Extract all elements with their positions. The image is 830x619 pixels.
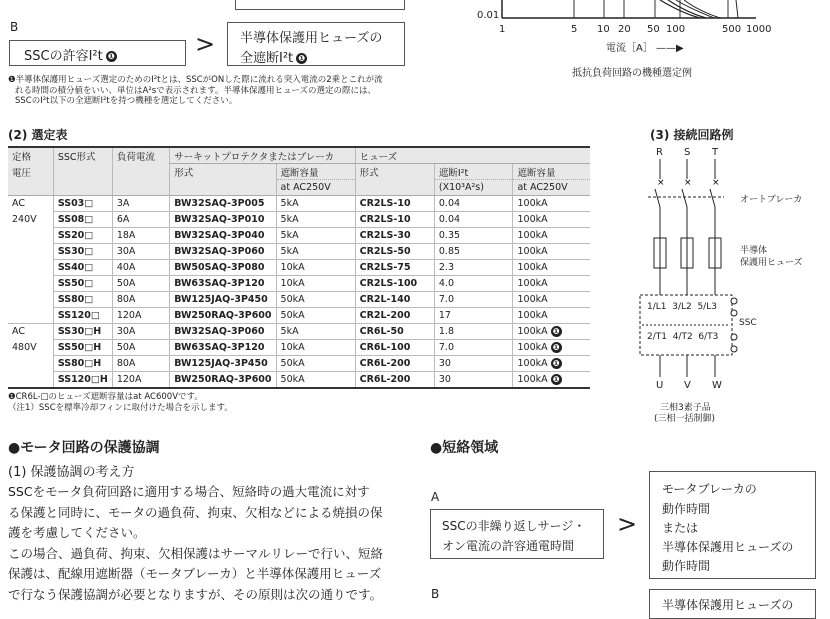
th-fuse-at: at AC250V <box>513 180 590 196</box>
table-row <box>8 308 590 324</box>
breaker-capacity-cell: 5kA <box>276 324 355 340</box>
table-row <box>8 292 590 308</box>
fuse-model-cell: CR6L-100 <box>355 340 434 356</box>
breaker-capacity-cell: 50kA <box>276 372 355 389</box>
breaker-model-cell: BW63SAQ-3P120 <box>170 340 276 356</box>
fuse-i2t-cell: 2.3 <box>434 260 513 276</box>
ssc-i2t-box <box>9 40 186 66</box>
breaker-model-cell: BW250RAQ-3P600 <box>170 372 276 389</box>
th-load-current: 負荷電流 <box>112 147 169 164</box>
voltage-cell: AC <box>12 198 25 210</box>
label-a: A <box>431 490 440 504</box>
chart-curve-4 <box>684 0 720 18</box>
wiring-caption-2: (三相一括制御) <box>654 414 716 424</box>
chart-xtick-6: 100 <box>666 24 686 35</box>
fuse-model-cell: CR2LS-75 <box>355 260 434 276</box>
chart-curve-5 <box>736 0 738 18</box>
breaker-model-cell: BW63SAQ-3P120 <box>170 276 276 292</box>
note-marker-cell: ❶ <box>551 358 562 369</box>
selection-table <box>8 146 590 389</box>
ssc-model-cell: SS30□ <box>53 244 112 260</box>
th-fuse-model: 形式 <box>355 164 434 180</box>
table-header-row-1 <box>8 147 590 164</box>
chart-ytick: 0.01 <box>477 10 500 21</box>
op-line-4: 半導体保護用ヒューズの <box>662 540 794 554</box>
phase-r: R <box>656 147 663 158</box>
ssc-label: SSC <box>739 318 757 328</box>
fuse-i2t-cell: 0.85 <box>434 244 513 260</box>
note-marker-2: ❶ <box>296 53 307 64</box>
load-current-cell: 3A <box>112 196 169 212</box>
svg-text:×: × <box>684 178 692 188</box>
fuse-i2t-cell: 7.0 <box>434 292 513 308</box>
table-row <box>8 276 590 292</box>
surge-box <box>430 509 604 559</box>
voltage-cell <box>8 308 53 324</box>
fuse-capacity-cell: 100kA <box>517 246 548 257</box>
load-current-cell: 6A <box>112 212 169 228</box>
load-current-cell: 30A <box>112 244 169 260</box>
fuse-model-cell: CR2LS-30 <box>355 228 434 244</box>
label-b-bottom: B <box>431 587 440 601</box>
label-b-top: B <box>10 20 19 34</box>
table-row <box>8 356 590 372</box>
table-row <box>8 372 590 389</box>
breaker-model-cell: BW250RAQ-3P600 <box>170 308 276 324</box>
ssc-model-cell: SS120□ <box>53 308 112 324</box>
fuse-model-cell: CR2L-140 <box>355 292 434 308</box>
fuse-partial-line: 半導体保護用ヒューズの <box>662 598 794 612</box>
load-current-cell: 30A <box>112 324 169 340</box>
th-ssc-model: SSC形式 <box>53 147 112 164</box>
footnote-1: ❶CR6L-□のヒューズ遮断容量はat AC600Vです。 <box>8 392 203 402</box>
fuse-model-cell: CR2LS-50 <box>355 244 434 260</box>
fuse-i2t-cell: 0.35 <box>434 228 513 244</box>
fuse-capacity-cell: 100kA <box>517 278 548 289</box>
ssc-model-cell: SS03□ <box>53 196 112 212</box>
phase-t: T <box>712 147 719 158</box>
op-line-3: または <box>662 521 699 535</box>
breaker-model-cell: BW32SAQ-3P040 <box>170 228 276 244</box>
top-partial-box <box>235 0 405 10</box>
ssc-model-cell: SS120□H <box>53 372 112 389</box>
ssc-model-cell: SS50□ <box>53 276 112 292</box>
ssc-i2t-text: SSCの許容I²t <box>24 49 103 64</box>
table-footnotes <box>8 392 233 413</box>
note-marker-1: ❶ <box>106 51 117 62</box>
fuse-i2t-cell: 1.8 <box>434 324 513 340</box>
breaker-model-cell: BW125JAQ-3P450 <box>170 292 276 308</box>
fuse-model-cell: CR2LS-10 <box>355 212 434 228</box>
table-row <box>8 324 590 340</box>
selection-heading: (2) 選定表 <box>8 128 68 142</box>
op-line-5: 動作時間 <box>662 559 711 573</box>
th-breaker: サーキットプロテクタまたはブレーカ <box>170 147 355 164</box>
load-current-cell: 120A <box>112 308 169 324</box>
fuse-capacity-cell: 100kA <box>517 198 548 209</box>
load-current-cell: 120A <box>112 372 169 389</box>
chart-xtick-1: 1 <box>499 24 506 35</box>
breaker-label: オートブレーカ <box>740 195 803 205</box>
load-current-cell: 50A <box>112 340 169 356</box>
fuse-i2t-box <box>227 22 405 66</box>
breaker-capacity-cell: 5kA <box>276 244 355 260</box>
note-marker-cell: ❶ <box>551 342 562 353</box>
motor-line-2: る保護と同時に、モータの過負荷、拘束、欠相などによる焼損の保 <box>8 504 383 520</box>
ssc-model-cell: SS80□ <box>53 292 112 308</box>
breaker-model-cell: BW125JAQ-3P450 <box>170 356 276 372</box>
voltage-cell <box>8 292 53 308</box>
voltage-cell: AC <box>12 326 25 338</box>
fuse-capacity-cell: 100kA <box>517 214 548 225</box>
op-line-2: 動作時間 <box>662 502 711 516</box>
motor-body <box>8 482 383 606</box>
voltage-cell <box>8 260 53 276</box>
i2t-note-line3: SSCのI²t以下の全遮断I²tを持つ機種を選定してください。 <box>15 96 238 106</box>
th-breaker-model: 形式 <box>170 164 276 180</box>
svg-text:×: × <box>712 178 720 188</box>
surge-line-2: オン電流の許容通電時間 <box>442 539 575 553</box>
table-row <box>8 212 590 228</box>
chart-xtick-4: 20 <box>618 24 631 35</box>
fuse-i2t-cell: 7.0 <box>434 340 513 356</box>
out-v: V <box>684 380 691 391</box>
voltage-cell <box>8 244 53 260</box>
arrow-right-icon: ——▶ <box>656 43 684 54</box>
ssc-model-cell: SS40□ <box>53 260 112 276</box>
chart-xtick-2: 5 <box>571 24 578 35</box>
greater-than-symbol-2: > <box>617 510 638 538</box>
motor-line-6: で行なう保護協調が必要となりますが、その原則は次の通りです。 <box>8 586 383 602</box>
fuse-model-cell: CR2LS-10 <box>355 196 434 212</box>
operation-time-box <box>649 471 816 579</box>
phase-s: S <box>684 147 691 158</box>
i2t-note-line1: ❶半導体保護用ヒューズ選定のためのI²tとは、SSCがONした際に流れる突入電流の2乗とこれが流 <box>8 75 383 85</box>
svg-text:×: × <box>657 178 665 188</box>
th-fuse-i2t: 遮断I²t <box>434 164 513 180</box>
wiring-heading: (3) 接続回路例 <box>650 128 734 142</box>
fuse-capacity-cell: 100kA <box>517 374 548 385</box>
motor-line-1: SSCをモータ負荷回路に適用する場合、短絡時の過大電流に対す <box>8 484 370 499</box>
footnote-2: （注1）SSCを標準冷却フィンに取付けた場合を示します。 <box>8 402 233 413</box>
motor-subheading: (1) 保護協調の考え方 <box>8 465 135 480</box>
voltage-cell <box>8 372 53 389</box>
fuse-capacity-cell: 100kA <box>517 230 548 241</box>
greater-than-symbol: > <box>195 30 216 58</box>
ssc-in-terminals: 1/L1 3/L2 5/L3 <box>647 302 717 312</box>
op-line-1: モータブレーカの <box>662 482 757 496</box>
load-current-cell: 80A <box>112 292 169 308</box>
th-i2t-unit: (X10³A²s) <box>434 180 513 196</box>
breaker-model-cell: BW32SAQ-3P060 <box>170 324 276 340</box>
out-u: U <box>656 380 664 391</box>
th-rated-voltage: 定格 <box>8 147 53 164</box>
motor-heading: ●モータ回路の保護協調 <box>8 440 160 456</box>
breaker-capacity-cell: 50kA <box>276 356 355 372</box>
ssc-model-cell: SS50□H <box>53 340 112 356</box>
fuse-i2t-cell: 30 <box>434 356 513 372</box>
chart-xtick-7: 500 <box>722 24 742 35</box>
breaker-capacity-cell: 10kA <box>276 340 355 356</box>
load-current-cell: 18A <box>112 228 169 244</box>
breaker-capacity-cell: 10kA <box>276 276 355 292</box>
load-current-cell: 40A <box>112 260 169 276</box>
i2t-note-line2: れる時間の積分値をいい、単位はA²sで表示されます。半導体保護用ヒューズの選定の際には、 <box>15 85 377 96</box>
breaker-capacity-cell: 50kA <box>276 308 355 324</box>
out-w: W <box>712 380 722 391</box>
breaker-capacity-cell: 5kA <box>276 212 355 228</box>
table-header-row-3 <box>8 180 590 196</box>
fuse-i2t-line1: 半導体保護用ヒューズの <box>240 31 383 46</box>
short-circuit-heading: ●短絡領域 <box>430 440 499 456</box>
fuse-capacity-cell: 100kA <box>517 342 548 353</box>
fuse-i2t-cell: 0.04 <box>434 196 513 212</box>
fuse-capacity-cell: 100kA <box>517 310 548 321</box>
fuse-model-cell: CR2LS-100 <box>355 276 434 292</box>
breaker-model-cell: BW50SAQ-3P080 <box>170 260 276 276</box>
fuse-i2t-cell: 17 <box>434 308 513 324</box>
breaker-capacity-cell: 50kA <box>276 292 355 308</box>
breaker-capacity-cell: 5kA <box>276 196 355 212</box>
fuse-capacity-cell: 100kA <box>517 358 548 369</box>
load-current-cell: 50A <box>112 276 169 292</box>
table-row <box>8 260 590 276</box>
breaker-capacity-cell: 5kA <box>276 228 355 244</box>
fuse-model-cell: CR6L-200 <box>355 356 434 372</box>
motor-line-3: 護を考慮してください。 <box>8 525 146 541</box>
chart-caption: 抵抗負荷回路の機種選定例 <box>572 68 692 79</box>
fuse-capacity-cell: 100kA <box>517 262 548 273</box>
ssc-model-cell: SS20□ <box>53 228 112 244</box>
table-row <box>8 228 590 244</box>
table-row <box>8 196 590 212</box>
chart-xtick-8: 1000 <box>746 24 772 35</box>
fuse-label-2: 保護用ヒューズ <box>740 258 803 268</box>
ssc-model-cell: SS30□H <box>53 324 112 340</box>
surge-line-1: SSCの非繰り返しサージ・ <box>442 519 586 533</box>
breaker-model-cell: BW32SAQ-3P060 <box>170 244 276 260</box>
fuse-partial-box <box>649 589 816 619</box>
table-header-row-2 <box>8 164 590 180</box>
fuse-i2t-cell: 4.0 <box>434 276 513 292</box>
i2t-note <box>8 75 408 107</box>
table-row <box>8 340 590 356</box>
chart-xtick-3: 10 <box>597 24 610 35</box>
breaker-model-cell: BW32SAQ-3P005 <box>170 196 276 212</box>
ssc-model-cell: SS80□H <box>53 356 112 372</box>
note-marker-cell: ❶ <box>551 374 562 385</box>
fuse-label-1: 半導体 <box>740 246 768 256</box>
fuse-i2t-cell: 30 <box>434 372 513 389</box>
fuse-model-cell: CR6L-50 <box>355 324 434 340</box>
load-current-cell: 80A <box>112 356 169 372</box>
fuse-model-cell: CR6L-200 <box>355 372 434 389</box>
th-breaker-at: at AC250V <box>276 180 355 196</box>
voltage-cell <box>8 276 53 292</box>
ssc-model-cell: SS08□ <box>53 212 112 228</box>
voltage-cell <box>8 228 53 244</box>
chart-xlabel: 電流［A］ <box>606 43 653 54</box>
chart-xtick-5: 50 <box>647 24 660 35</box>
breaker-model-cell: BW32SAQ-3P010 <box>170 212 276 228</box>
voltage-cell: 480V <box>12 342 37 353</box>
ssc-out-terminals: 2/T1 4/T2 6/T3 <box>647 332 719 342</box>
fuse-capacity-cell: 100kA <box>517 326 548 337</box>
th-rated-voltage-2: 電圧 <box>8 164 53 180</box>
motor-line-5: 保護は、配線用遮断器（モータブレーカ）と半導体保護用ヒューズ <box>8 566 382 582</box>
fuse-model-cell: CR2L-200 <box>355 308 434 324</box>
fuse-capacity-cell: 100kA <box>517 294 548 305</box>
note-marker-cell: ❶ <box>551 326 562 337</box>
motor-line-4: この場合、過負荷、拘束、欠相保護はサーマルリレーで行い、短絡 <box>8 545 384 561</box>
table-row <box>8 244 590 260</box>
fuse-i2t-cell: 0.04 <box>434 212 513 228</box>
chart-curve-3 <box>676 0 714 18</box>
th-breaker-capacity: 遮断容量 <box>276 164 355 180</box>
fuse-i2t-line2: 全遮断I²t <box>240 51 294 66</box>
voltage-cell <box>8 356 53 372</box>
breaker-capacity-cell: 10kA <box>276 260 355 276</box>
voltage-cell: 240V <box>12 214 37 225</box>
th-fuse: ヒューズ <box>355 147 590 164</box>
wiring-caption-1: 三相3素子品 <box>660 403 711 413</box>
th-fuse-capacity: 遮断容量 <box>513 164 590 180</box>
